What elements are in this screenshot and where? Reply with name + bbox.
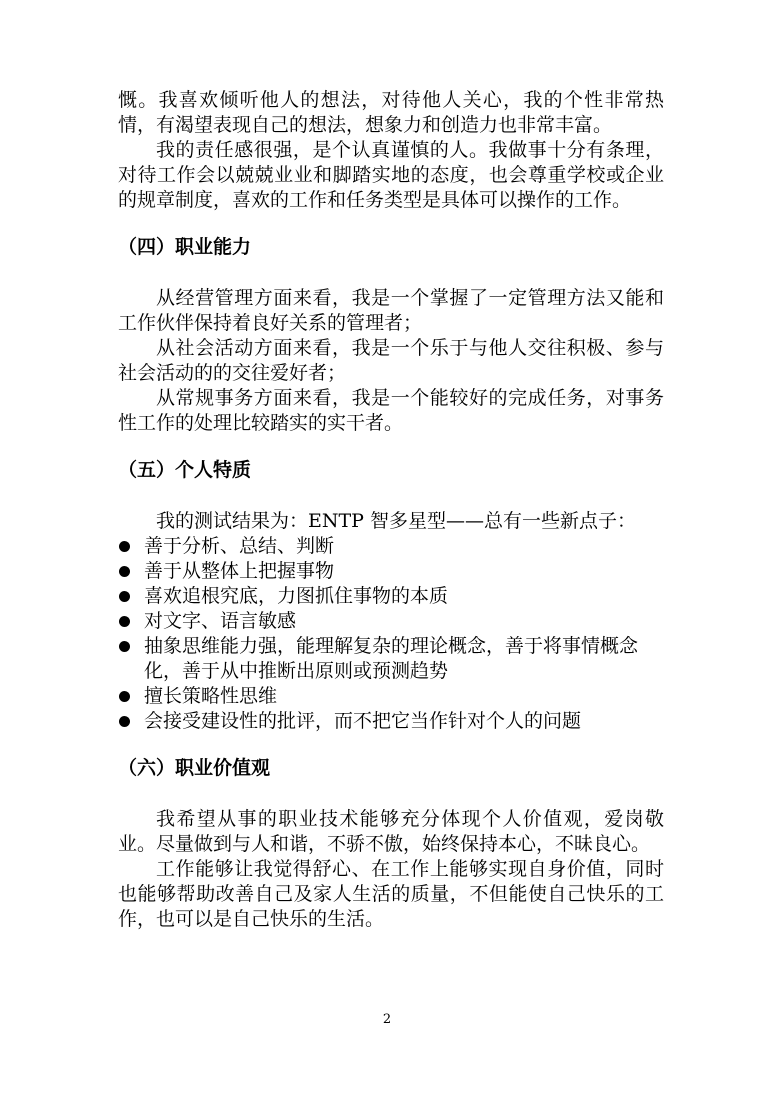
bullet-icon	[119, 691, 130, 702]
values-paragraph-1: 我希望从事的职业技术能够充分体现个人价值观，爱岗敬业。尽量做到与人和谐，不骄不傲，始终保持本心，不昧良心。	[118, 808, 664, 855]
ability-paragraph-routine: 从常规事务方面来看，我是一个能较好的完成任务，对事务性工作的处理比较踏实的实干者。	[118, 387, 664, 434]
list-item	[118, 584, 664, 609]
list-item-text: 会接受建设性的批评，而不把它当作针对个人的问题	[144, 710, 582, 732]
section-heading-career-ability: （四）职业能力	[118, 236, 252, 258]
list-item	[118, 684, 664, 709]
list-item	[118, 634, 664, 684]
section-heading-personal-traits: （五）个人特质	[118, 459, 252, 481]
list-item	[118, 709, 664, 734]
list-item-text: 抽象思维能力强，能理解复杂的理论概念，善于将事情概念化，善于从中推断出原则或预测趋势	[144, 635, 639, 682]
list-item-text: 对文字、语言敏感	[144, 610, 297, 632]
list-item-text: 善于从整体上把握事物	[144, 560, 335, 582]
traits-lead-paragraph: 我的测试结果为：ENTP 智多星型——总有一些新点子：	[156, 510, 636, 532]
bullet-icon	[119, 591, 130, 602]
ability-paragraph-management: 从经营管理方面来看，我是一个掌握了一定管理方法又能和工作伙伴保持着良好关系的管理者；	[118, 287, 664, 334]
values-paragraph-2: 工作能够让我觉得舒心、在工作上能够实现自身价值，同时也能够帮助改善自己及家人生活的质量，不但能使自己快乐的工作，也可以是自己快乐的生活。	[118, 858, 664, 930]
list-item	[118, 534, 664, 559]
traits-bullet-list	[118, 534, 664, 734]
intro-paragraph-1: 慨。我喜欢倾听他人的想法，对待他人关心，我的个性非常热情，有渴望表现自己的想法，想象力和创造力也非常丰富。	[118, 89, 664, 136]
ability-paragraph-social: 从社会活动方面来看，我是一个乐于与他人交往积极、参与社会活动的的交往爱好者；	[118, 337, 664, 384]
bullet-icon	[119, 716, 130, 727]
list-item-text: 擅长策略性思维	[144, 685, 278, 707]
page-content	[118, 88, 664, 932]
list-item-text: 善于分析、总结、判断	[144, 535, 335, 557]
page-number: 2	[382, 1012, 392, 1027]
bullet-icon	[119, 641, 130, 652]
bullet-icon	[119, 616, 130, 627]
bullet-icon	[119, 541, 130, 552]
list-item-text: 喜欢追根究底，力图抓住事物的本质	[144, 585, 449, 607]
section-heading-career-values: （六）职业价值观	[118, 757, 271, 779]
intro-paragraph-2: 我的责任感很强，是个认真谨慎的人。我做事十分有条理，对待工作会以兢兢业业和脚踏实地的态度，也会尊重学校或企业的规章制度，喜欢的工作和任务类型是具体可以操作的工作。	[118, 139, 664, 211]
bullet-icon	[119, 566, 130, 577]
list-item	[118, 609, 664, 634]
list-item	[118, 559, 664, 584]
